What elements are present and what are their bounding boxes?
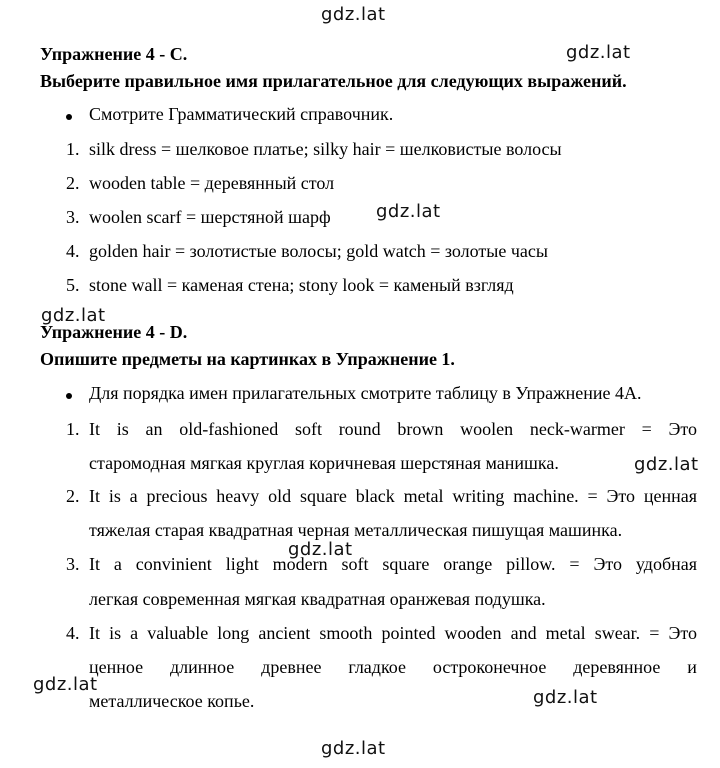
- list-item-number: 2.: [66, 173, 80, 193]
- section-c-title: Упражнение 4 - С.: [40, 44, 188, 64]
- word: остроконечное: [432, 657, 547, 677]
- word: гладкое: [348, 657, 406, 677]
- list-item-number: 3.: [66, 554, 80, 574]
- list-item-line: It is an old-fashioned soft round brown woolen neck-warmer = Это: [89, 419, 697, 439]
- list-item-number: 2.: [66, 486, 80, 506]
- word: и: [687, 657, 697, 677]
- list-item-number: 3.: [66, 207, 80, 227]
- section-d-title: Упражнение 4 - D.: [40, 322, 188, 342]
- list-item-line: It is a valuable long ancient smooth pointed wooden and metal swear. = Это: [89, 623, 697, 643]
- watermark: gdz.lat: [33, 674, 98, 695]
- list-item-line: тяжелая старая квадратная черная металлическая пишущая машинка.: [89, 520, 623, 540]
- section-c-bullet-text: Смотрите Грамматический справочник.: [89, 104, 394, 124]
- list-item-number: 4.: [66, 241, 80, 261]
- list-item-line: металлическое копье.: [89, 691, 255, 711]
- list-item-line: It a convinient light modern soft square orange pillow. = Это удобная: [89, 554, 697, 574]
- list-item-line: легкая современная мягкая квадратная оранжевая подушка.: [89, 589, 546, 609]
- section-d-instruction: Опишите предметы на картинках в Упражнение 1.: [40, 349, 455, 369]
- bullet-dot: [66, 393, 72, 399]
- word: длинное: [170, 657, 235, 677]
- watermark: gdz.lat: [41, 305, 106, 326]
- word: деревянное: [573, 657, 661, 677]
- watermark: gdz.lat: [321, 4, 386, 25]
- section-d-bullet-text: Для порядка имен прилагательных смотрите таблицу в Упражнение 4А.: [89, 383, 642, 403]
- list-item-line: [89, 657, 697, 678]
- section-c-instruction: Выберите правильное имя прилагательное для следующих выражений.: [40, 71, 627, 91]
- word: древнее: [261, 657, 322, 677]
- watermark: gdz.lat: [376, 201, 441, 222]
- list-item: golden hair = золотистые волосы; gold watch = золотые часы: [89, 241, 548, 261]
- bullet-dot: [66, 114, 72, 120]
- watermark: gdz.lat: [566, 42, 631, 63]
- watermark: gdz.lat: [288, 539, 353, 560]
- watermark: gdz.lat: [634, 454, 699, 475]
- list-item-line: It is a precious heavy old square black metal writing machine. = Это ценная: [89, 486, 697, 506]
- word: ценное: [89, 657, 144, 677]
- list-item-number: 1.: [66, 139, 80, 159]
- list-item-line: старомодная мягкая круглая коричневая шерстяная манишка.: [89, 453, 559, 473]
- list-item-number: 5.: [66, 275, 80, 295]
- list-item: stone wall = каменая стена; stony look = каменый взгляд: [89, 275, 514, 295]
- list-item: woolen scarf = шерстяной шарф: [89, 207, 331, 227]
- list-item-number: 1.: [66, 419, 80, 439]
- list-item: silk dress = шелковое платье; silky hair = шелковистые волосы: [89, 139, 562, 159]
- watermark: gdz.lat: [321, 738, 386, 759]
- list-item-number: 4.: [66, 623, 80, 643]
- list-item: wooden table = деревянный стол: [89, 173, 335, 193]
- watermark: gdz.lat: [533, 687, 598, 708]
